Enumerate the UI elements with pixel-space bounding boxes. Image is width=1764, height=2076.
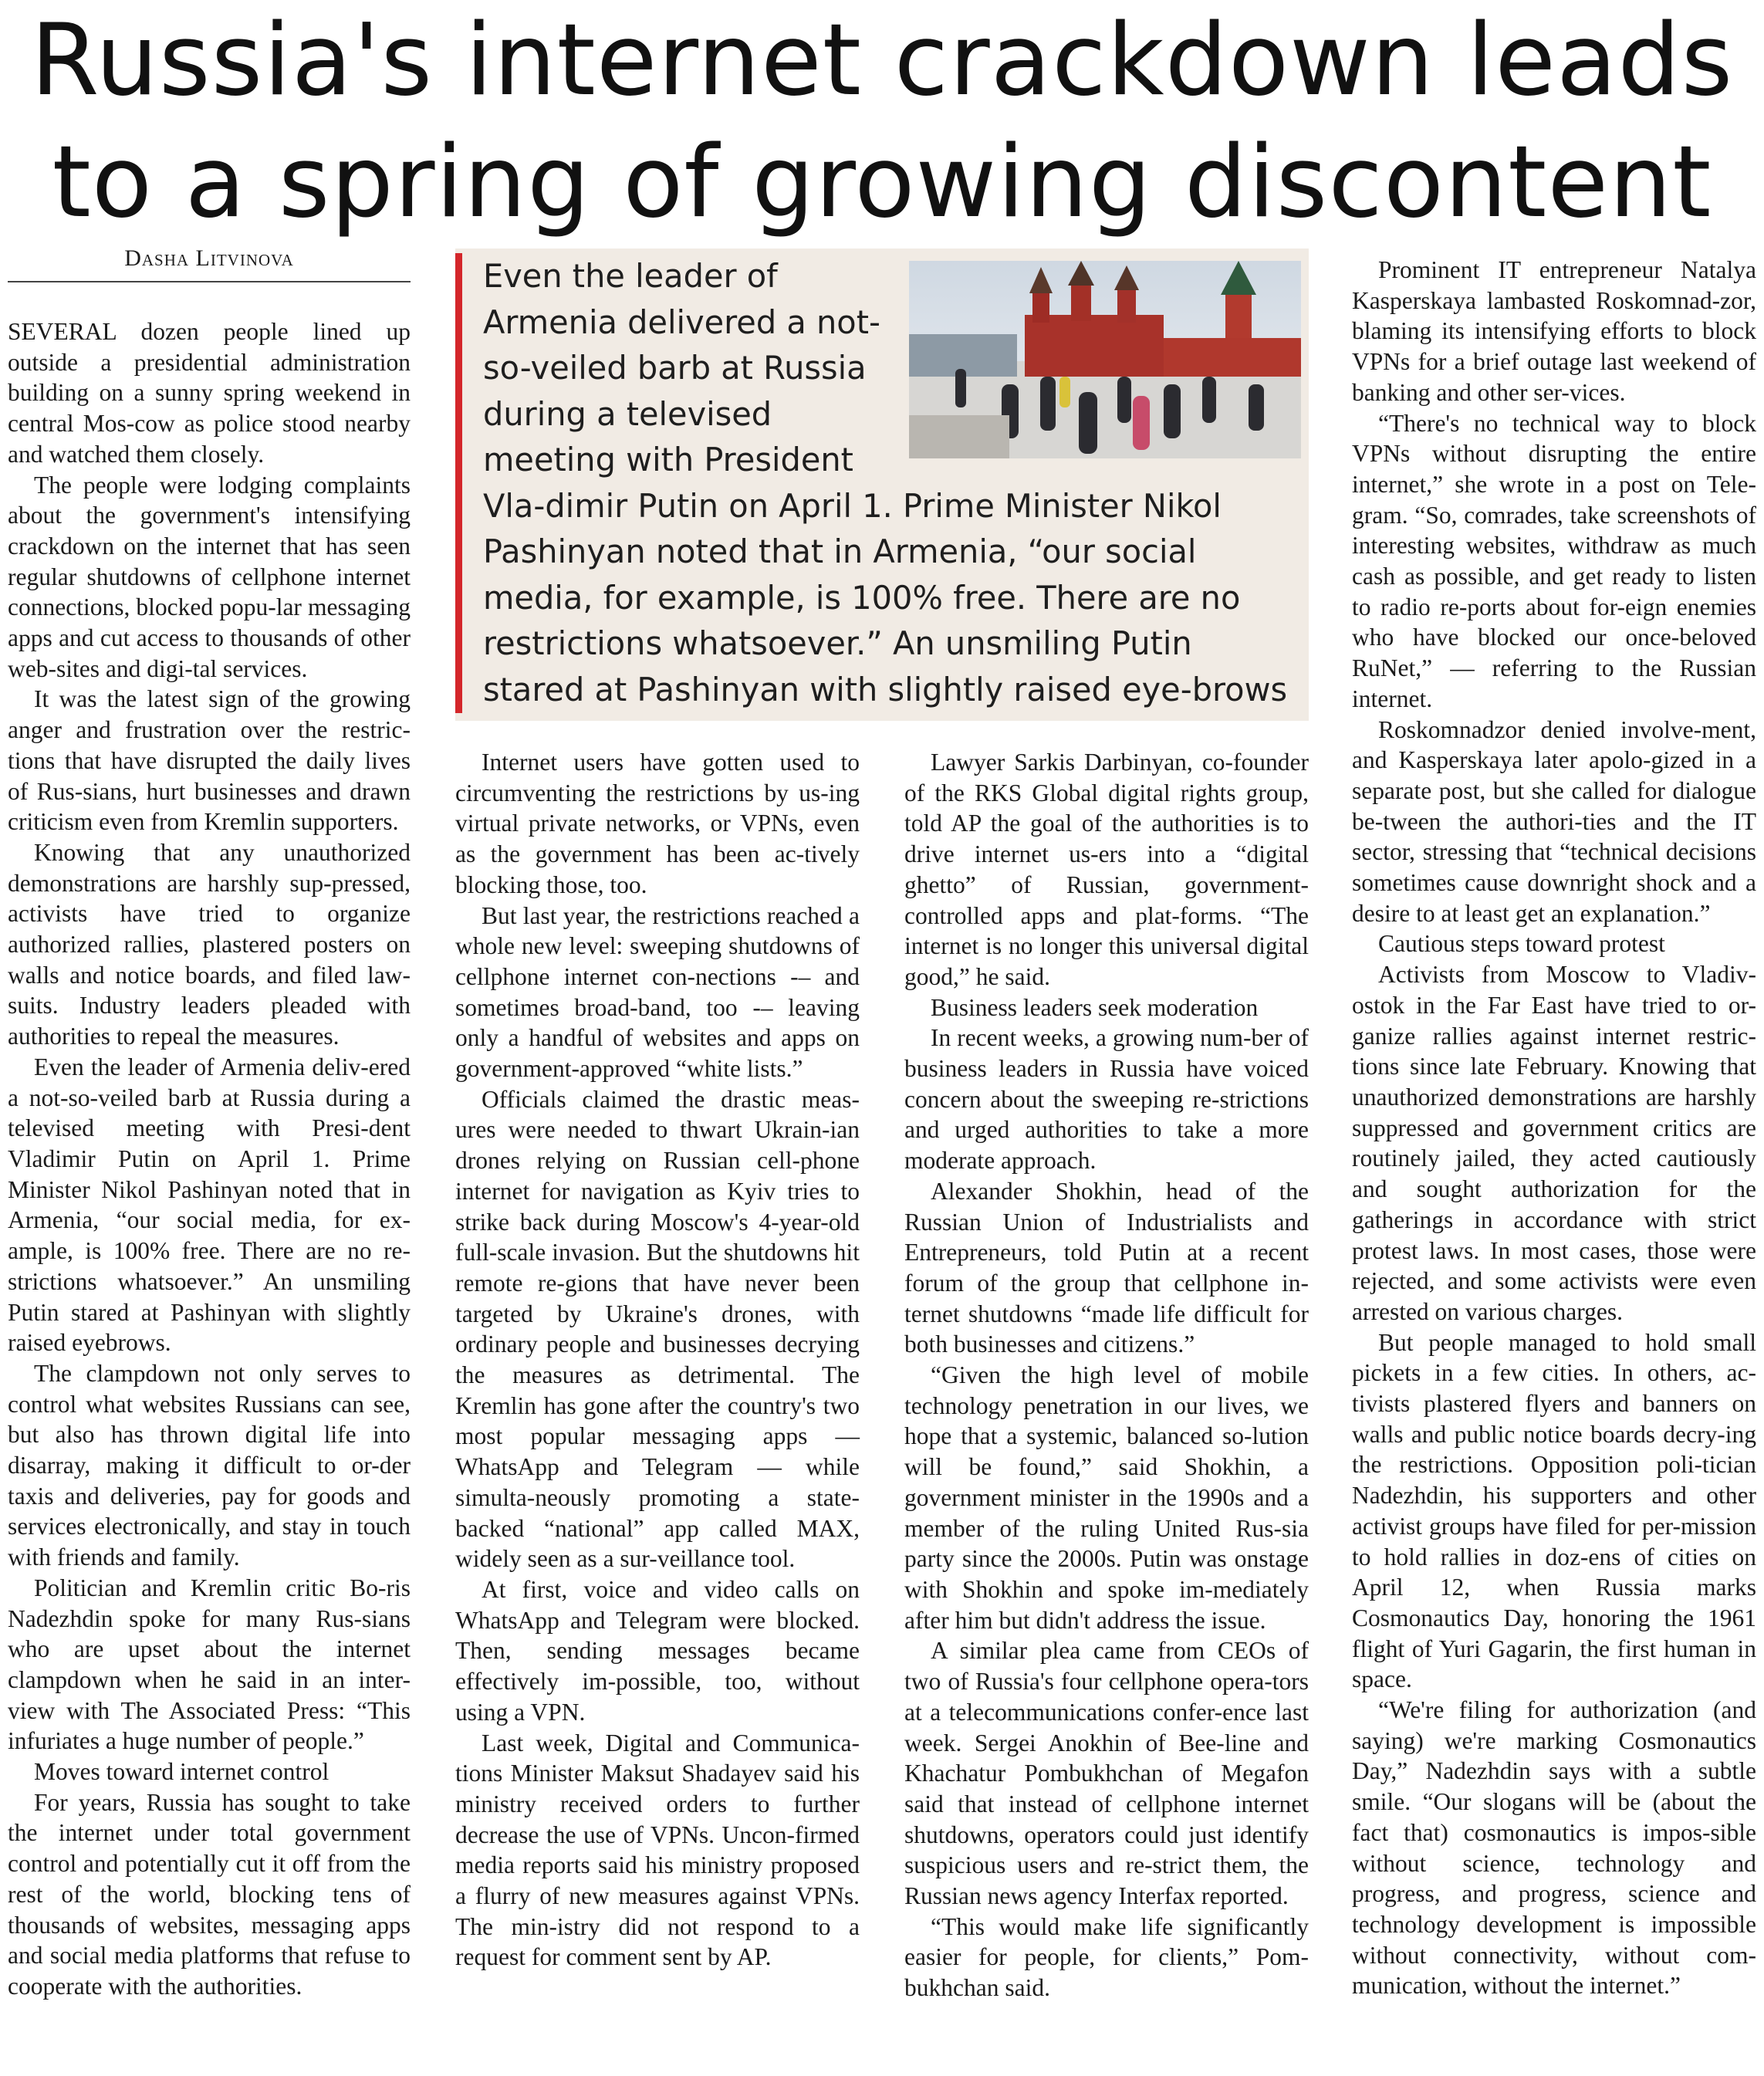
paragraph: Lawyer Sarkis Darbinyan, co-founder of the RKS Global digital rights group, told AP the goal of the authorities is to drive internet us-ers into a “digital ghetto” of Russian, government-controlled apps and plat-forms. “The internet is no longer this universal digital good,” he said.: [904, 749, 1309, 990]
column-2: [455, 747, 860, 1973]
paragraph: Alexander Shokhin, head of the Russian Union of Industrialists and Entrepreneurs, told Putin at a recent forum of the group that cellphone in-ternet shutdowns “made life difficult for both businesses and citizens.”: [904, 1177, 1309, 1358]
pull-quote-text: Even the leader of Armenia delivered a not-so-veiled barb at Russia during a televised meeting with President Vla-dimir Putin on April 1. Prime Minister Nikol Pashinyan noted that in Armenia, “our social media, for example, is 100% free. There are no restrictions whatsoever.” An unsmiling Putin stared at Pashinyan with slightly raised eye-brows: [483, 257, 1288, 708]
column-1: [8, 316, 411, 2002]
byline: Dasha Litvinova: [124, 245, 294, 271]
paragraph: Last week, Digital and Communica-tions Minister Maksut Shadayev said his ministry received orders to further decrease the use of VPNs. Uncon-firmed media reports said his ministry proposed a flurry of new measures against VPNs. The min-istry did not respond to a request for comment sent by AP.: [455, 1729, 860, 1971]
subheading: Moves toward internet control: [34, 1758, 329, 1786]
byline-rule: [8, 281, 411, 282]
subheading: Business leaders seek moderation: [931, 993, 1259, 1021]
paragraph: “This would make life significantly easier for people, for clients,” Pom-bukhchan said.: [904, 1912, 1309, 2002]
paragraph: “There's no technical way to block VPNs without disrupting the entire internet,” she wrote in a post on Tele-gram. “So, comrades, take screenshots of interesting websites, withdraw as much cash as possible, and get ready to listen to radio re-ports about for-eign enemies who have blocked our once-beloved RuNet,” — referring to the Russian internet.: [1352, 409, 1756, 712]
paragraph: Knowing that any unauthorized demonstrations are harshly sup-pressed, activists have tried to organize authorized rallies, plastered posters on walls and notice boards, and filed law-suits. Industry leaders pleaded with authorities to repeal the measures.: [8, 838, 411, 1050]
headline-line-2: to a spring of growing discontent: [52, 125, 1712, 240]
column-3: [904, 747, 1309, 2003]
paragraph: SEVERAL dozen people lined up outside a presidential administration building on a sunny spring weekend in central Mos-cow as police stood nearby and watched them closely.: [8, 318, 411, 468]
paragraph: Internet users have gotten used to circumventing the restrictions by us-ing virtual private networks, or VPNs, even as the government has been ac-tively blocking those, too.: [455, 749, 860, 898]
pull-quote-text-block: [483, 253, 1301, 712]
paragraph: “We're filing for authorization (and saying) we're marking Cosmonautics Day,” Nadezhdin says with a subtle smile. “Our slogans will be (about the fact that) cosmonautics is impos-sible without science, technology and progress, and progress, science and technology development is impossible without connectivity, without com-munication, without the internet.”: [1352, 1696, 1756, 2000]
paragraph: For years, Russia has sought to take the internet under total government control and potentially cut it off from the rest of the world, blocking tens of thousands of websites, messaging apps and social media platforms that refuse to cooperate with the authorities.: [8, 1788, 411, 2000]
paragraph: In recent weeks, a growing num-ber of business leaders in Russia have voiced concern about the sweeping re-strictions and urged authorities to take a more moderate approach.: [904, 1024, 1309, 1175]
paragraph: The people were lodging complaints about the government's intensifying crackdown on the internet that has seen regular shutdowns of cellphone internet connections, blocked popu-lar messaging apps and cut access to thousands of other web-sites and digi-tal services.: [8, 471, 411, 682]
paragraph: Officials claimed the drastic meas-ures were needed to thwart Ukrain-ian drones relying on Russian cell-phone internet for navigation as Kyiv tries to strike back during Moscow's 4-year-old full-scale invasion. But the shutdowns hit remote re-gions that have never been targeted by Ukraine's drones, with ordinary people and businesses decrying the measures as detrimental. The Kremlin has gone after the country's two most popular messaging apps — WhatsApp and Telegram — while simulta-neously promoting a state-backed “national” app called MAX, widely seen as a sur-veillance tool.: [455, 1085, 860, 1573]
paragraph: Activists from Moscow to Vladiv-ostok in the Far East have tried to or-ganize rallies against internet restric-tions since late February. Knowing that unauthorized demonstrations are harshly suppressed and government critics are routinely jailed, they acted cautiously and sought authorization for the gatherings in accordance with strict protest laws. In most cases, those were rejected, and some activists were even arrested on various charges.: [1352, 961, 1756, 1325]
paragraph: But last year, the restrictions reached a whole new level: sweeping shutdowns of cellphone internet con-nections -– and sometimes broad-band, too -– leaving only a handful of websites and apps on government-approved “white lists.”: [455, 901, 860, 1083]
paragraph: Even the leader of Armenia deliv-ered a not-so-veiled barb at Russia during a televised meeting with Presi-dent Vladimir Putin on April 1. Prime Minister Nikol Pashinyan noted that in Armenia, “our social media, for ex-ample, is 100% free. There are no re-strictions whatsoever.” An unsmiling Putin stared at Pashinyan with slightly raised eyebrows.: [8, 1053, 411, 1357]
headline: [14, 0, 1750, 244]
paragraph: At first, voice and video calls on WhatsApp and Telegram were blocked. Then, sending messages became effectively im-possible, too, without using a VPN.: [455, 1575, 860, 1726]
moscow-red-square-photo: [909, 261, 1301, 458]
paragraph: It was the latest sign of the growing anger and frustration over the restric-tions that have disrupted the daily lives of Rus-sians, hurt businesses and drawn criticism even from Kremlin supporters.: [8, 685, 411, 836]
headline-line-1: Russia's internet crackdown leads: [30, 3, 1734, 118]
paragraph: Politician and Kremlin critic Bo-ris Nadezhdin spoke for many Rus-sians who are upset about the internet clampdown when he said in an inter-view with The Associated Press: “This infuriates a huge number of people.”: [8, 1574, 411, 1755]
paragraph: Roskomnadzor denied involve-ment, and Kasperskaya later apolo-gized in a separate post, but she called for dialogue be-tween the authori-ties and the IT sector, stressing that “technical decisions sometimes cause downright shock and a desire to at least get an explanation.”: [1352, 715, 1756, 927]
paragraph: The clampdown not only serves to control what websites Russians can see, but also has thrown digital life into disarray, making it difficult to or-der taxis and deliveries, pay for goods and services electronically, and stay in touch with friends and family.: [8, 1359, 411, 1571]
paragraph: A similar plea came from CEOs of two of Russia's four cellphone opera-tors at a telecommunications confer-ence last week. Sergei Anokhin of Bee-line and Khachatur Pombukhchan of Megafon said that instead of cellphone internet shutdowns, operators could just identify suspicious users and re-strict them, the Russian news agency Interfax reported.: [904, 1637, 1309, 1910]
paragraph: Prominent IT entrepreneur Natalya Kasperskaya lambasted Roskomnad-zor, blaming its intensifying efforts to block VPNs for a brief outage last weekend of banking and other ser-vices.: [1352, 256, 1756, 406]
pull-quote-accent-bar: [455, 253, 462, 713]
subheading: Cautious steps toward protest: [1378, 930, 1665, 958]
paragraph: “Given the high level of mobile technology penetration in our lives, we hope that a systemic, balanced so-lution will be found,” said Shokhin, a government minister in the 1990s and a member of the ruling United Rus-sia party since the 2000s. Putin was onstage with Shokhin and spoke im-mediately after him but didn't address the issue.: [904, 1361, 1309, 1634]
paragraph: But people managed to hold small pickets in a few cities. In others, ac-tivists plastered flyers and banners on walls and public notice boards decry-ing the restrictions. Opposition poli-tician Nadezhdin, his supporters and other activist groups have filed for per-mission to hold rallies in doz-ens of cities on April 12, when Russia marks Cosmonautics Day, honoring the 1961 flight of Yuri Gagarin, the first human in space.: [1352, 1328, 1756, 1693]
column-4: [1352, 255, 1756, 2001]
pull-quote: [455, 249, 1309, 721]
